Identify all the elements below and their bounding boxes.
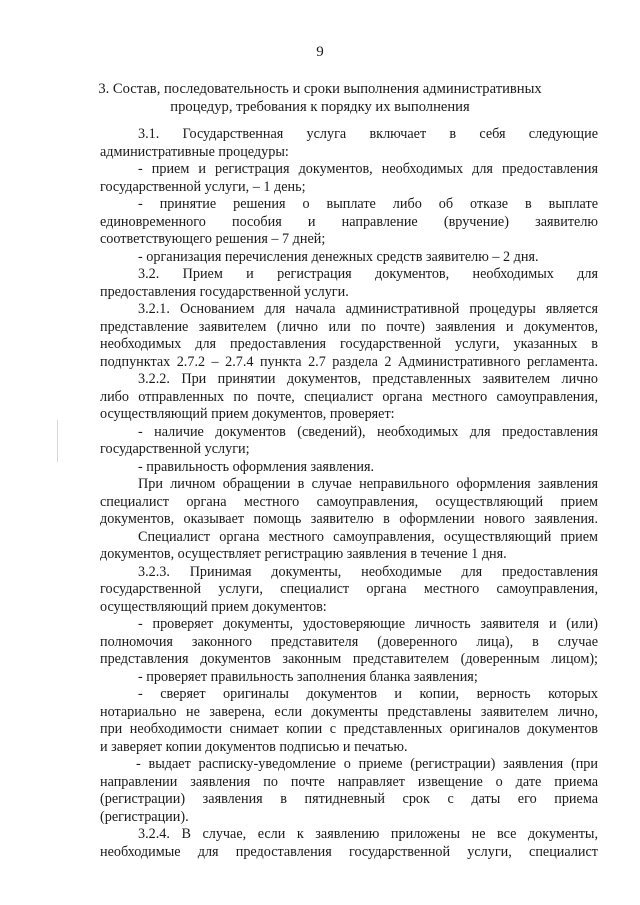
text-line: специалист органа местного самоуправления, осуществляющий прием xyxy=(100,493,598,510)
text-line: необходимые для предоставления государственной услуги, специалист xyxy=(100,843,598,860)
text-line: - принятие решения о выплате либо об отказе в выплате xyxy=(138,196,598,212)
text-line: 3.1. Государственная услуга включает в себя следующие xyxy=(138,126,598,142)
text-line: государственной услуги, специалист органа местного самоуправления, xyxy=(100,581,598,597)
text-line: - правильность оформления заявления. xyxy=(138,458,375,475)
text-line: (регистрации) заявления в пятидневный срок с даты его приема xyxy=(100,791,598,807)
text-line: предоставления государственной услуги. xyxy=(100,283,349,300)
text-line: - наличие документов (сведений), необходимых для предоставления xyxy=(138,423,598,440)
text-line: осуществляющий прием документов, проверяет: xyxy=(100,406,395,422)
text-line: 3.2.1. Основанием для начала административной процедуры является xyxy=(138,301,598,317)
text-line: государственной услуги; xyxy=(100,441,250,457)
text-line: - выдает расписку-уведомление о приеме (регистрации) заявления (при xyxy=(136,756,598,772)
text-line: 3.2.3. Принимая документы, необходимые для предоставления xyxy=(138,563,598,580)
text-line: 3.2. Прием и регистрация документов, необходимых для xyxy=(138,266,598,282)
text-line: единовременного пособия и направление (вручение) заявителю xyxy=(100,213,598,230)
text-line: - организация перечисления денежных средств заявителю – 2 дня. xyxy=(138,248,539,265)
document-body xyxy=(100,126,598,861)
text-line: полномочия законного представителя (доверенного лица), в случае xyxy=(100,633,598,650)
text-line: либо отправленных по почте, специалист органа местного самоуправления, xyxy=(100,388,598,405)
text-line: документов, оказывает помощь заявителю в оформлении нового заявления. xyxy=(100,511,598,527)
page-number: 9 xyxy=(316,44,324,60)
text-line: - проверяет документы, удостоверяющие личность заявителя и (или) xyxy=(138,616,598,632)
text-line: - прием и регистрация документов, необходимых для предоставления xyxy=(138,161,598,177)
text-line: - проверяет правильность заполнения бланка заявления; xyxy=(138,668,478,685)
text-line: 3.2.2. При принятии документов, представленных заявителем лично xyxy=(138,371,598,387)
section-heading-line: 3. Состав, последовательность и сроки выполнения административных xyxy=(98,81,542,97)
text-line: административные процедуры: xyxy=(100,143,289,160)
text-line: Специалист органа местного самоуправления, осуществляющий прием xyxy=(138,528,598,545)
text-line: при необходимости снимает копии с представленных оригиналов документов xyxy=(100,721,598,737)
text-line: При личном обращении в случае неправильного оформления заявления xyxy=(138,476,598,492)
text-line: необходимых для предоставления государственной услуги, указанных в xyxy=(100,336,598,352)
scan-margin-mark xyxy=(57,420,58,462)
text-line: подпунктах 2.7.2 – 2.7.4 пункта 2.7 раздела 2 Административного регламента. xyxy=(100,353,598,370)
text-line: соответствующего решения – 7 дней; xyxy=(100,231,326,247)
text-line: осуществляющий прием документов: xyxy=(100,598,327,615)
text-line: государственной услуги, – 1 день; xyxy=(100,178,306,195)
section-heading xyxy=(96,80,544,116)
text-line: представления документов законным представителем (доверенным лицом); xyxy=(100,651,598,667)
text-line: (регистрации). xyxy=(100,808,189,825)
text-line: документов, осуществляет регистрацию заявления в течение 1 дня. xyxy=(100,546,507,562)
section-heading-line: процедур, требования к порядку их выполнения xyxy=(170,99,470,115)
text-line: представление заявителем (лично или по почте) заявления и документов, xyxy=(100,318,598,335)
text-line: нотариально не заверена, если документы представлены заявителем лично, xyxy=(100,703,598,720)
text-line: - сверяет оригиналы документов и копии, верность которых xyxy=(138,686,598,702)
text-line: 3.2.4. В случае, если к заявлению приложены не все документы, xyxy=(138,826,598,842)
text-line: направлении заявления по почте направляет извещение о дате приема xyxy=(100,773,598,790)
text-line: и заверяет копии документов подписью и печатью. xyxy=(100,738,408,755)
